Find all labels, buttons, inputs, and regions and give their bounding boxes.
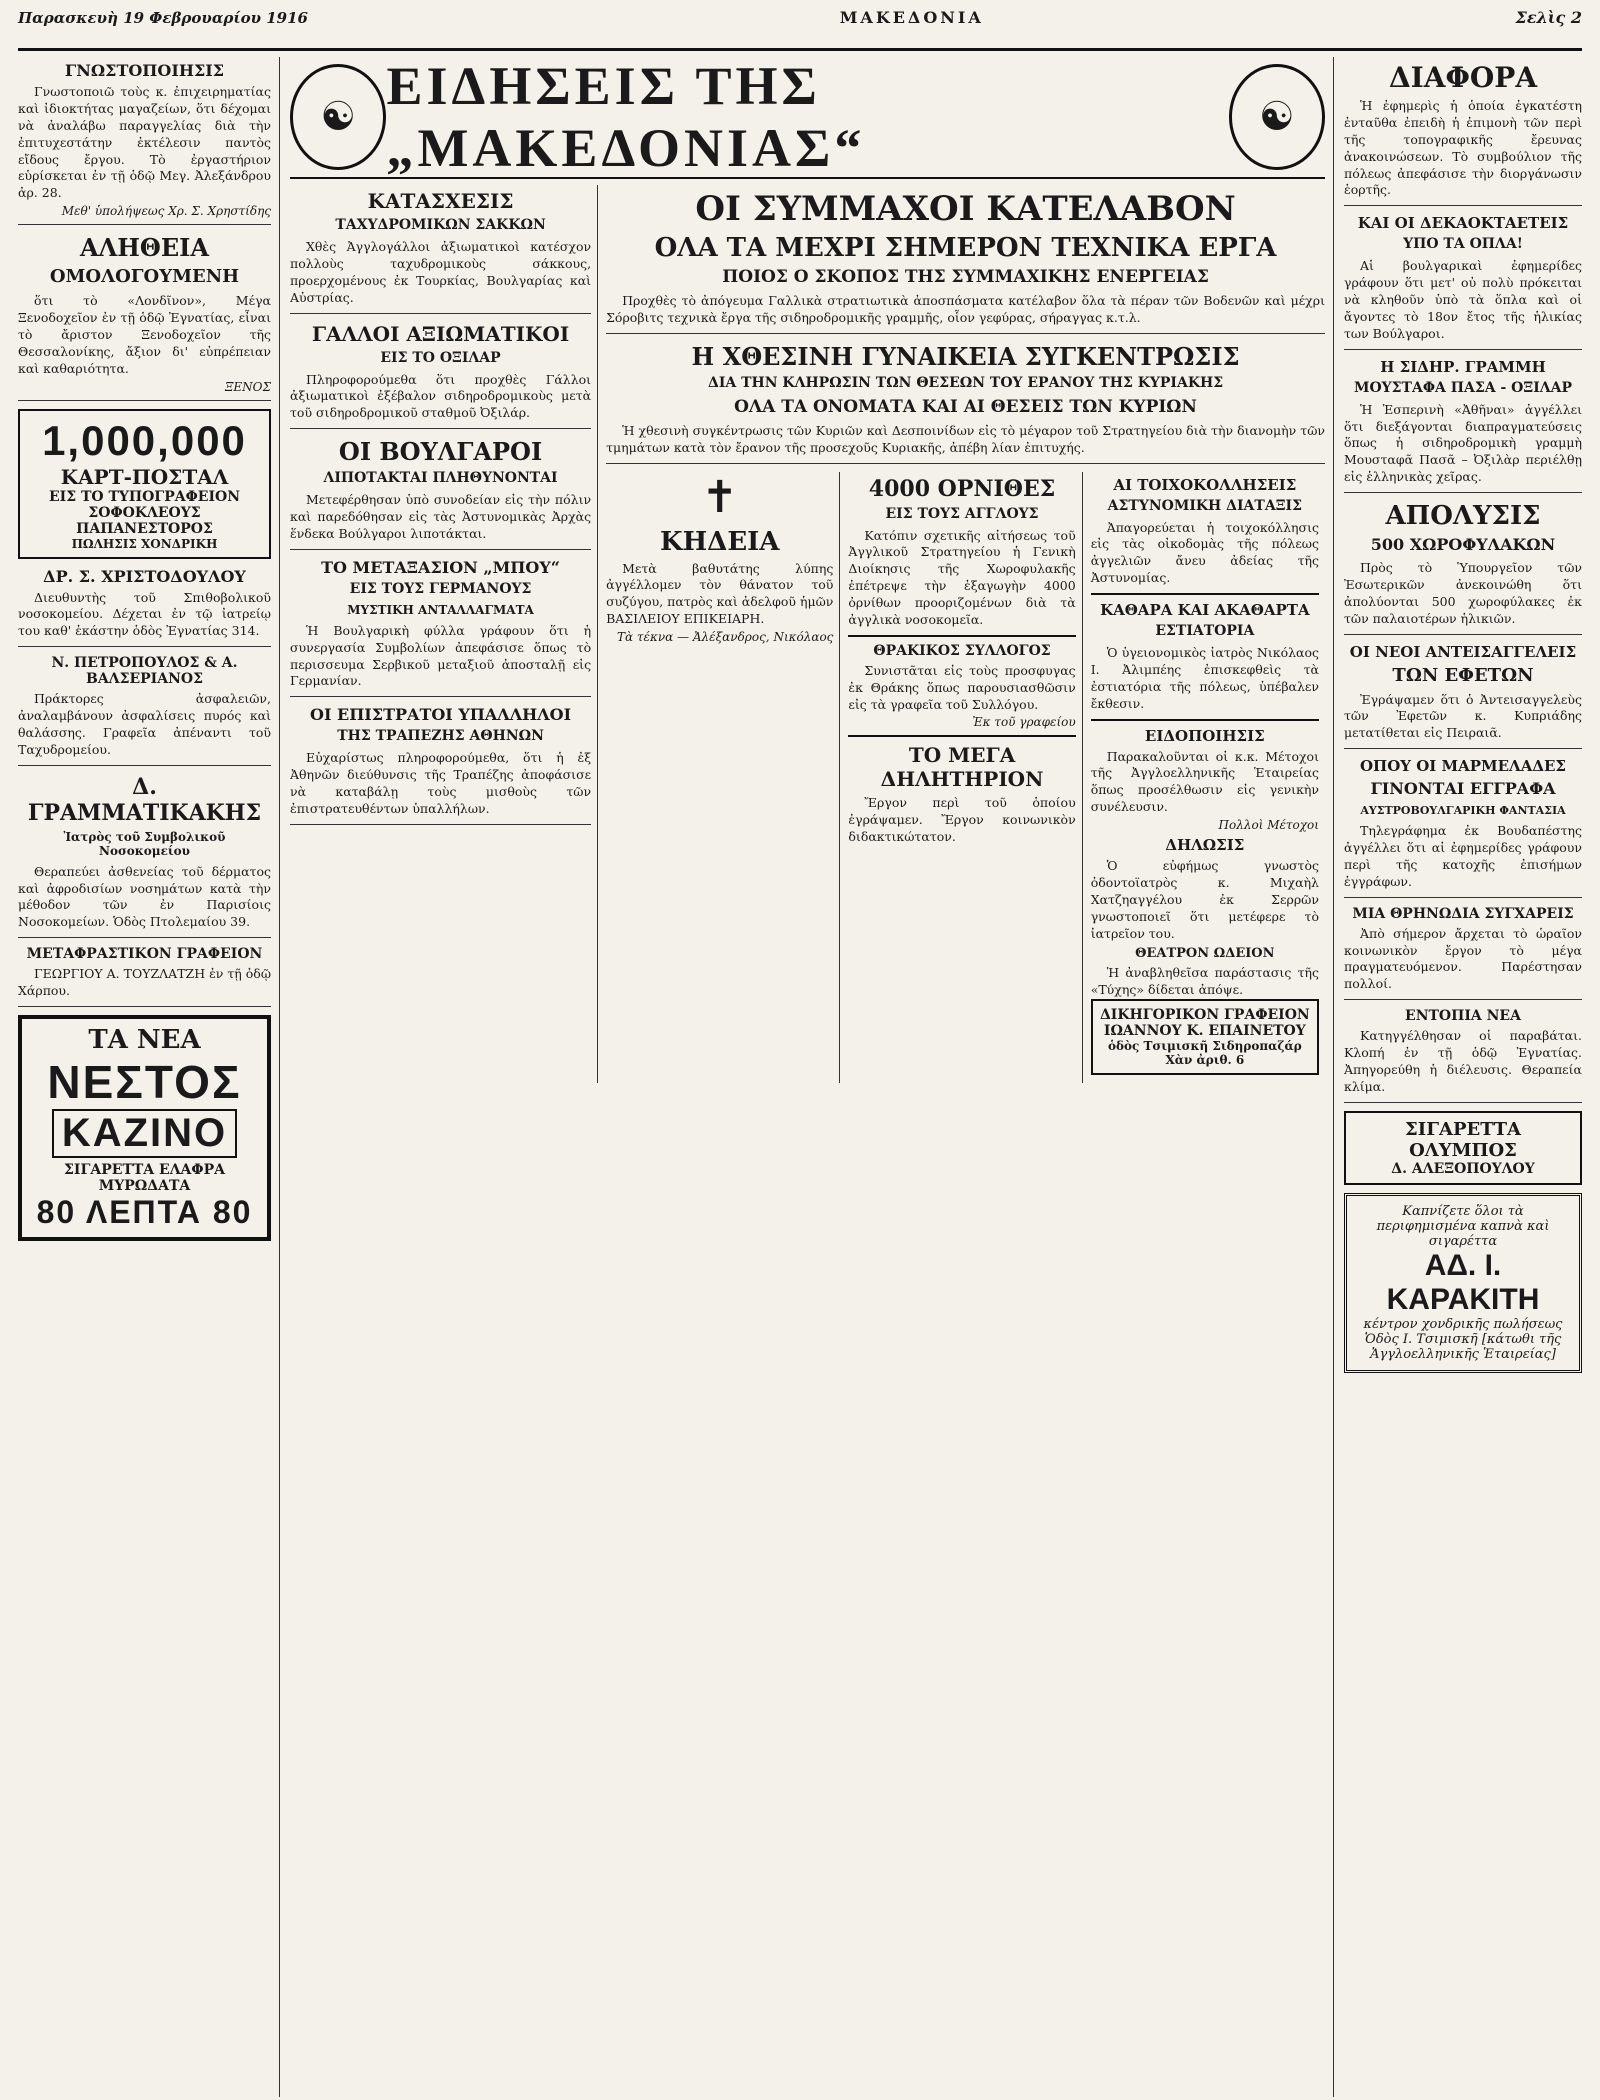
dismiss-subhead: 500 ΧΩΡΟΦΥΛΑΚΩΝ (1370, 535, 1556, 554)
women-headline: Η ΧΘΕΣΙΝΗ ΓΥΝΑΙΚΕΙΑ ΣΥΓΚΕΝΤΡΩΣΙΣ (691, 341, 1240, 371)
law-office-name: ΙΩΑΝΝΟΥ Κ. ΕΠΑΙΝΕΤΟΥ (1103, 1023, 1306, 1040)
grammatikakis-subhead: Ἰατρὸς τοῦ Συμβολικοῦ Νοσοκομείου (63, 829, 226, 858)
anger-article (1344, 906, 1582, 1001)
judges-headline: ΟΙ ΝΕΟΙ ΑΝΤΕΙΣΑΓΓΕΛΕΙΣ (1349, 642, 1577, 661)
bulgars-subhead: ΛΙΠΟΤΑΚΤΑΙ ΠΛΗΘΥΝΟΝΤΑΙ (323, 470, 558, 487)
translation-headline: ΜΕΤΑΦΡΑΣΤΙΚΟΝ ΓΡΑΦΕΙΟΝ (26, 946, 263, 963)
women-article (606, 342, 1325, 464)
birds-headline: 4000 ΟΡΝΙΘΕΣ (868, 475, 1056, 502)
judges-article (1344, 643, 1582, 750)
postcards-ad-printer: ΕΙΣ ΤΟ ΤΥΠΟΓΡΑΦΕΙΟΝ ΣΟΦΟΚΛΕΟΥΣ ΠΑΠΑΝΕΣΤΟΡΟΣ (48, 488, 241, 537)
lead-column (606, 185, 1325, 1083)
bank-headline: ΟΙ ΕΠΙΣΤΡΑΤΟΙ ΥΠΑΛΛΗΛΟΙ (310, 705, 572, 725)
bulgars-body: Μετεφέρθησαν ὑπὸ συνοδείαν εἰς τὴν πόλιν καὶ παρεδόθησαν εἰς τὰς Ἀστυνομικὰς Ἀρχὰς ἕνδεκα Βούλγαροι λιποτάκται. (290, 492, 592, 541)
marmalade-article (1344, 757, 1582, 898)
notice-body: Γνωστοποιῶ τοὺς κ. ἐπιχειρηματίας καὶ ἰδιοκτήτας μαγαζείων, ὅτι δέχομαι νὰ ἀναλάβω παραγγελίας διὰ τὴν ἐπιτυχεστάτην ἐκτέλεσιν παντὸς εἴδους ἔργου. Τὸ ἐργαστήριον εὑρίσκεται ἐν τῇ ὁδῷ Μεγ. Ἀλεξάνδρου ἀρ. 28. (18, 84, 271, 201)
marmalade-subhead: ΓΙΝΟΝΤΑΙ ΕΓΓΡΑΦΑ (1370, 779, 1556, 799)
funeral-headline: ΚΗΔΕΙΑ (659, 526, 780, 557)
divider-4 (1091, 719, 1319, 721)
officers-body: Πληροφορούμεθα ὅτι προχθὲς Γάλλοι ἀξιωματικοὶ ἐξέβαλον σιδηροδρομικοὺς μετὰ τοῦ σιδηροδρομικοῦ σταθμοῦ Ὀξιλάρ. (290, 371, 592, 421)
issue-date: Παρασκευὴ 19 Φεβρουαρίου 1916 (18, 9, 308, 27)
masthead (18, 8, 1582, 51)
clean-headline: ΚΑΘΑΡΑ ΚΑΙ ΑΚΑΘΑΡΤΑ (1100, 601, 1310, 619)
newspaper-title: ΜΑΚΕΔΟΝΙΑ (839, 8, 984, 27)
lead-subhead-2: ΠΟΙΟΣ Ο ΣΚΟΠΟΣ ΤΗΣ ΣΥΜΜΑΧΙΚΗΣ ΕΝΕΡΓΕΙΑΣ (722, 267, 1209, 287)
notice-signature: Μεθ' ὑπολήψεως Χρ. Σ. Χρηστίδης (61, 204, 271, 219)
divider-3 (1091, 593, 1319, 595)
law-office-head: ΔΙΚΗΓΟΡΙΚΟΝ ΓΡΑΦΕΙΟΝ (1099, 1007, 1310, 1024)
law-office-address: ὁδὸς Τσιμισκῆ Σιδηροπαζάρ Χὰν ἀριθ. 6 (1107, 1039, 1302, 1068)
postcards-ad (18, 409, 271, 559)
aletheia-subhead: ΟΜΟΛΟΓΟΥΜΕΝΗ (49, 266, 240, 288)
decabe-subhead: ΥΠΟ ΤΑ ΟΠΛΑ! (1403, 236, 1523, 253)
seal-emblem-icon: ☯ (290, 64, 386, 170)
sacks-headline: ΚΑΤΑΣΧΕΣΙΣ (367, 189, 514, 213)
insurance-ad (18, 655, 271, 766)
marmalade-headline: ΟΠΟΥ ΟΙ ΜΑΡΜΕΛΑΔΕΣ (1359, 757, 1567, 776)
marmalade-subhead-2: ΑΥΣΤΡΟΒΟΥΛΓΑΡΙΚΗ ΦΑΝΤΑΣΙΑ (1360, 804, 1566, 818)
misc-body: Ἡ ἐφημερὶς ἡ ὁποία ἐγκατέστη ἐνταῦθα ἐπειδὴ ἡ ἐπιμονὴ τῶν περὶ τῆς τοπογραφικῆς ἔρευνας ἀνακοινώσεων. Τὸ συμβούλιον τῆς πόλεως ἀπεφάσισε τὴν διοργάνωσιν ἑορτῆς. (1344, 98, 1582, 198)
marmalade-body: Τηλεγράφημα ἐκ Βουδαπέστης ἀγγέλλει ὅτι αἱ ἐφημερίδες γράφουν περὶ τῆς κατοχῆς ἐπισήμων ἐγγράφων. (1344, 823, 1582, 889)
birds-subhead: ΕΙΣ ΤΟΥΣ ΑΓΓΛΟΥΣ (885, 505, 1039, 522)
officers-article (290, 322, 591, 430)
tobacco-article (290, 558, 591, 698)
decabe-headline: ΚΑΙ ΟΙ ΔΕΚΑΟΚΤΑΕΤΕΙΣ (1357, 214, 1569, 233)
olympos-ad-title: ΣΙΓΑΡΕΤΤΑ ΟΛΥΜΠΟΣ (1405, 1118, 1521, 1161)
doctor-body: Διευθυντὴς τοῦ Σπιθοβολικοῦ νοσοκομείου. Δέχεται ἐν τῷ ἰατρείῳ του καθ' ἑκάστην ὁδὸς Ἐγνατίας 314. (18, 589, 271, 639)
karakitis-ad-name: ΑΔ. Ι. ΚΑΡΑΚΙΤΗ (1386, 1248, 1540, 1316)
nestos-ad (18, 1015, 271, 1241)
translation-ad (18, 946, 271, 1007)
judges-subhead: ΤΩΝ ΕΦΕΤΩΝ (1392, 664, 1534, 686)
tobacco-subhead-2: ΜΥΣΤΙΚΗ ΑΝΤΑΛΛΑΓΜΑΤΑ (347, 602, 534, 617)
rail-headline: Η ΣΙΔΗΡ. ΓΡΑΜΜΗ (1380, 357, 1546, 376)
decl-body: Ὁ εὐφήμως γνωστὸς ὀδοντοϊατρὸς κ. Μιχαὴλ Χατζηαγγέλου ἐκ Σερρῶν γνωστοποιεῖ ὅτι μετέφερε τὸ ἰατρεῖον του. (1090, 858, 1319, 941)
notice-article (18, 61, 271, 225)
misc-article (1344, 61, 1582, 206)
nestos-ad-casino: ΚΑΖΙΝΟ (52, 1109, 237, 1158)
right-column (1344, 57, 1582, 2097)
clean-body: Ὁ ὑγειονομικὸς ἰατρὸς Νικόλαος Ι. Ἀλιμπέης ἐπισκεφθεὶς τὰ ἐστιατόρια τῆς πόλεως, ὑπέβαλεν ἔκθεσιν. (1090, 645, 1319, 711)
grammatikakis-headline: Δ. ΓΡΑΜΜΑΤΙΚΑΚΗΣ (27, 773, 262, 826)
funeral-body: Μετὰ βαθυτάτης λύπης ἀγγέλλομεν τὸν θάνατον τοῦ συζύγου, πατρὸς καὶ ἀδελφοῦ ἡμῶν ΒΑΣΙΛΕΙΟΥ ΕΠΙΚΕΙΑΡΗ. (606, 560, 834, 627)
postcards-ad-title: ΚΑΡΤ-ΠΟΣΤΑΛ (60, 464, 229, 489)
poison-headline: ΤΟ ΜΕΓΑ ΔΗΛΗΤΗΡΙΟΝ (880, 743, 1044, 792)
bank-body: Εὐχαρίστως πληροφορούμεθα, ὅτι ἡ ἐξ Ἀθηνῶν διεύθυνσις τῆς Τραπέζης ἀποφάσισε νὰ καταβάλῃ τοὺς μισθοὺς τῶν ἐπιστρατευθέντων ὑπαλλήλων. (290, 750, 592, 816)
seal-emblem-icon-right: ☯ (1229, 64, 1325, 170)
lead-article (606, 189, 1325, 334)
tobacco-headline: ΤΟ ΜΕΤΑΞΑΣΙΟΝ „ΜΠΟΥ“ (321, 557, 560, 577)
divider-2 (848, 735, 1075, 737)
walls-body: Ἀπαγορεύεται ἡ τοιχοκόλλησις εἰς τὰς οἰκοδομὰς τῆς πόλεως ἀγγελιῶν ἄνευ ἀδείας τῆς Ἀστυνομίας. (1090, 519, 1319, 586)
anger-headline: ΜΙΑ ΘΡΗΝΩΔΙΑ ΣΥΓΧΑΡΕΙΣ (1352, 905, 1574, 922)
lead-headline: ΟΙ ΣΥΜΜΑΧΟΙ ΚΑΤΕΛΑΒΟΝ (695, 189, 1236, 229)
officers-headline: ΓΑΛΛΟΙ ΑΞΙΩΜΑΤΙΚΟΙ (311, 321, 570, 346)
left-column (18, 57, 280, 2097)
dismiss-body: Πρὸς τὸ Ὑπουργεῖον τῶν Ἐσωτερικῶν ἀνεκοινώθη ὅτι ἀπολύονται 500 χωροφύλακες ἐκ τῶν παλαιοτέρων ἡλικιῶν. (1344, 560, 1582, 626)
sacks-column (290, 185, 598, 1083)
tobacco-subhead: ΕΙΣ ΤΟΥΣ ΓΕΡΜΑΝΟΥΣ (349, 580, 532, 597)
funeral-signature: Τὰ τέκνα — Ἀλέξανδρος, Νικόλαος (616, 630, 834, 644)
nestos-ad-title: ΝΕΣΤΟΣ (47, 1055, 242, 1108)
tobacco-body: Ἡ Βουλγαρικὴ φύλλα γράφουν ὅτι ἡ συνεργασία Συμβολίων ἀπεφάσισε ὅπως τὸ περισσευμα Σερβικοῦ μεταξιοῦ ἀποσταλῇ εἰς Γερμανίαν. (290, 622, 592, 689)
karakitis-ad-line: Καπνίζετε ὅλοι τὰ περιφημισμένα καπνὰ καὶ σιγαρέττα (1376, 1203, 1550, 1249)
birds-body: Κατόπιν σχετικῆς αἰτήσεως τοῦ Ἀγγλικοῦ Στρατηγείου ἡ Γενικὴ Διοίκησις τῆς Χωροφυλακῆς ἐπέτρεψε τὴν ἐξαγωγὴν 4000 ὀρνίθων προοριζομένων διὰ τὰ ἀγγλικὰ νοσοκομεῖα. (848, 527, 1076, 627)
bulgars-headline: ΟΙ ΒΟΥΛΓΑΡΟΙ (338, 437, 543, 467)
nestos-ad-price: 80 ΛΕΠΤΑ 80 (36, 1193, 253, 1230)
lead-subhead: ΟΛΑ ΤΑ ΜΕΧΡΙ ΣΗΜΕΡΟΝ ΤΕΧΝΙΚΑ ΕΡΓΑ (654, 233, 1277, 263)
page-number: Σελὶς 2 (1515, 8, 1582, 27)
center-area (290, 57, 1334, 2097)
insurance-headline: Ν. ΠΕΤΡΟΠΟΥΛΟΣ & Α. ΒΑΛΣΕΡΙΑΝΟΣ (51, 655, 238, 688)
karakitis-ad-sub: κέντρον χονδρικῆς πωλήσεως (1363, 1316, 1563, 1332)
misc-headline: ΔΙΑΦΟΡΑ (1388, 61, 1538, 94)
anger-body: Ἀπὸ σήμερον ἄρχεται τὸ ὡραῖον κοινωνικὸν ἔργον τὸ μέγα πραγματευόμενον. Παρέστησαν πολλοί. (1344, 925, 1582, 992)
judges-body: Ἐγράψαμεν ὅτι ὁ Ἀντεισαγγελεὺς τῶν Ἐφετῶν κ. Κυπριάδης μετατίθεται εἰς Πειραιᾶ. (1344, 691, 1582, 741)
sacks-subhead: ΤΑΧΥΔΡΟΜΙΚΩΝ ΣΑΚΚΩΝ (335, 217, 546, 233)
decabe-body: Αἱ βουλγαρικαὶ ἐφημερίδες γράφουν ὅτι μετ' οὐ πολὺ πρόκειται νὰ κληθοῦν ὑπὸ τὰ ὅπλα καὶ οἱ ἄγοντες τὸ 18ον ἔτος τῆς ἡλικίας των Βούλγαροι. (1344, 258, 1582, 341)
aletheia-body: ὅτι τὸ «Λονδῖνον», Μέγα Ξενοδοχεῖον ἐν τῇ ὁδῷ Ἐγνατίας, εἶναι τὸ ἄριστον Ξενοδοχεῖον τῆς Θεσσαλονίκης, ἄξιον δι' εὐπρέπειαν καὶ καθαριότητα. (18, 293, 271, 376)
karakitis-ad (1344, 1193, 1582, 1373)
grammatikakis-body: Θεραπεύει ἀσθενείας τοῦ δέρματος καὶ ἀφροδισίων νοσημάτων κατὰ τὴν μέθοδον τῶν ἐν Παρισίοις Νοσοκομείων. Ὁδὸς Πτολεμαίου 39. (18, 863, 271, 930)
dismiss-article (1344, 501, 1582, 635)
bank-subhead: ΤΗΣ ΤΡΑΠΕΖΗΣ ΑΘΗΝΩΝ (337, 728, 544, 745)
funeral-column (606, 472, 840, 1084)
olympos-ad-maker: Δ. ΑΛΕΞΟΠΟΥΛΟΥ (1391, 1160, 1535, 1177)
poison-body: Ἔργον περὶ τοῦ ὁποίου ἐγράψαμεν. Ἔργον κοινωνικὸν διδακτικώτατον. (848, 795, 1076, 845)
bank-article (290, 705, 591, 825)
rail-article (1344, 358, 1582, 493)
doctor-headline: ΔΡ. Σ. ΧΡΙΣΤΟΔΟΥΛΟΥ (43, 566, 246, 586)
aletheia-headline: ΑΛΗΘΕΙΑ (80, 233, 209, 263)
karakitis-ad-address: Ὁδὸς Ι. Τσιμισκῆ [κάτωθι τῆς Ἀγγλοελληνικῆς Ἑταιρείας] (1364, 1331, 1562, 1362)
sacks-body: Χθὲς Ἀγγλογάλλοι ἀξιωματικοὶ κατέσχον πολλοὺς ταχυδρομικοὺς σάκκους, προερχομένους ἐκ Τουρκίας, Βουλγαρίας καὶ Αὐστρίας. (290, 239, 592, 305)
divider (848, 635, 1075, 637)
walls-headline: ΑΙ ΤΟΙΧΟΚΟΛΛΗΣΕΙΣ (1113, 475, 1297, 494)
bulgars-article (290, 437, 591, 550)
notify-headline: ΕΙΔΟΠΟΙΗΣΙΣ (1144, 726, 1265, 745)
theater-body: Ἡ ἀναβληθεῖσα παράστασις τῆς «Τύχης» δίδεται ἀπόψε. (1090, 965, 1319, 998)
dismiss-headline: ΑΠΟΛΥΣΙΣ (1385, 501, 1541, 531)
section-banner-title: ΕΙΔΗΣΕΙΣ ΤΗΣ „ΜΑΚΕΔΟΝΙΑΣ“ (386, 57, 866, 178)
notify-body: Παρακαλοῦνται οἱ κ.κ. Μέτοχοι τῆς Ἀγγλοελληνικῆς Ἑταιρείας ὅπως προσέλθωσιν εἰς γενικὴν συνέλευσιν. (1090, 748, 1319, 815)
birds-column (848, 472, 1082, 1084)
rail-subhead: ΜΟΥΣΤΑΦΑ ΠΑΣΑ - ΟΞΙΛΑΡ (1353, 379, 1573, 396)
nestos-ad-line: ΣΙΓΑΡΕΤΤΑ ΕΛΑΦΡΑ ΜΥΡΩΔΑΤΑ (64, 1161, 225, 1194)
grammatikakis-ad (18, 774, 271, 939)
aletheia-signature: ΞΕΝΟΣ (224, 379, 271, 394)
dailies-headline: ΕΝΤΟΠΙΑ ΝΕΑ (1405, 1008, 1521, 1025)
clean-subhead: ΕΣΤΙΑΤΟΡΙΑ (1155, 623, 1255, 639)
postcards-ad-number: 1,000,000 (42, 416, 247, 464)
rail-body: Ἡ Ἑσπερινὴ «Ἀθῆναι» ἀγγέλλει ὅτι διεξάγονται διαπραγματεύσεις ὅπως ἡ σιδηροδρομικὴ γραμμὴ Μουσταφᾶ Πασᾶ – Ὀξιλὰρ περιέλθῃ εἰς ἑλληνικὰς χεῖρας. (1344, 401, 1582, 485)
doctor-ad (18, 567, 271, 648)
postcards-ad-note: ΠΩΛΗΣΙΣ ΧΟΝΔΡΙΚΗ (71, 536, 218, 551)
nestos-ad-head: ΤΑ ΝΕΑ (88, 1024, 201, 1055)
officers-subhead: ΕΙΣ ΤΟ ΟΞΙΛΑΡ (380, 349, 501, 366)
notify-signature: Πολλοὶ Μέτοχοι (1218, 818, 1319, 832)
women-body: Ἡ χθεσινὴ συγκέντρωσις τῶν Κυριῶν καὶ Δεσποινίδων εἰς τὸ μέγαρον τοῦ Στρατηγείου διὰ τὴν διανομὴν τῶν τμημάτων κατὰ τὸν ἔρανον τῆς προσεχοῦς Κυριακῆς, ἀπέβη λίαν ἐπιτυχής. (606, 422, 1325, 455)
aletheia-article (18, 233, 271, 400)
cross-icon: ✝ (701, 471, 739, 523)
dailies-body: Κατηγγέλθησαν οἱ παραβάται. Κλοπή ἐν τῇ ὁδῷ Ἐγνατίας. Ἀπηγορεύθη ἡ διέλευσις. Θεραπεία κλίμα. (1344, 1028, 1582, 1094)
lower-center-grid (606, 472, 1325, 1084)
theater-headline: ΘΕΑΤΡΟΝ ΩΔΕΙΟΝ (1135, 946, 1275, 962)
translation-body: ΓΕΩΡΓΙΟΥ Α. ΤΟΥΖΛΑΤΖΗ ἐν τῇ ὁδῷ Χάρπου. (18, 966, 272, 998)
assoc-body: Συνιστᾶται εἰς τοὺς προσφυγας ἐκ Θράκης ὅπως παρουσιασθῶσιν εἰς τὰ γραφεῖα τοῦ Συλλόγου. (848, 662, 1076, 712)
women-subhead: ΔΙΑ ΤΗΝ ΚΛΗΡΩΣΙΝ ΤΩΝ ΘΕΣΕΩΝ ΤΟΥ ΕΡΑΝΟΥ ΤΗΣ ΚΥΡΙΑΚΗΣ (707, 374, 1224, 391)
dailies-article (1344, 1008, 1582, 1103)
section-banner (290, 57, 1325, 179)
walls-column (1091, 472, 1325, 1084)
lead-body: Προχθὲς τὸ ἀπόγευμα Γαλλικὰ στρατιωτικὰ ἀποσπάσματα κατέλαβον ὅλα τὰ πέραν τῶν Βοδενῶν καὶ μέχρι Σόροβιτς τεχνικὰ ἔργα τῆς σιδηροδρομικῆς γραμμῆς, οἷον γεφύρας, σήραγγας κ.τ.λ. (606, 293, 1325, 325)
sacks-article (290, 189, 591, 314)
walls-subhead: ΑΣΤΥΝΟΜΙΚΗ ΔΙΑΤΑΞΙΣ (1107, 497, 1302, 514)
olympos-ad (1344, 1111, 1582, 1185)
assoc-headline: ΘΡΑΚΙΚΟΣ ΣΥΛΛΟΓΟΣ (873, 642, 1051, 659)
decabe-article (1344, 214, 1582, 349)
women-subhead-2: ΟΛΑ ΤΑ ΟΝΟΜΑΤΑ ΚΑΙ ΑΙ ΘΕΣΕΙΣ ΤΩΝ ΚΥΡΙΩΝ (734, 396, 1197, 417)
decl-headline: ΔΗΛΩΣΙΣ (1165, 836, 1245, 854)
law-office-ad (1091, 999, 1319, 1075)
assoc-signature: Ἐκ τοῦ γραφείου (972, 715, 1076, 730)
insurance-body: Πράκτορες ἀσφαλειῶν, ἀναλαμβάνουν ἀσφαλίσεις πυρός καὶ θαλάσσης. Γραφεῖα ἀπέναντι τοῦ Ταχυδρομείου. (18, 691, 271, 757)
notice-headline: ΓΝΩΣΤΟΠΟΙΗΣΙΣ (64, 61, 225, 80)
